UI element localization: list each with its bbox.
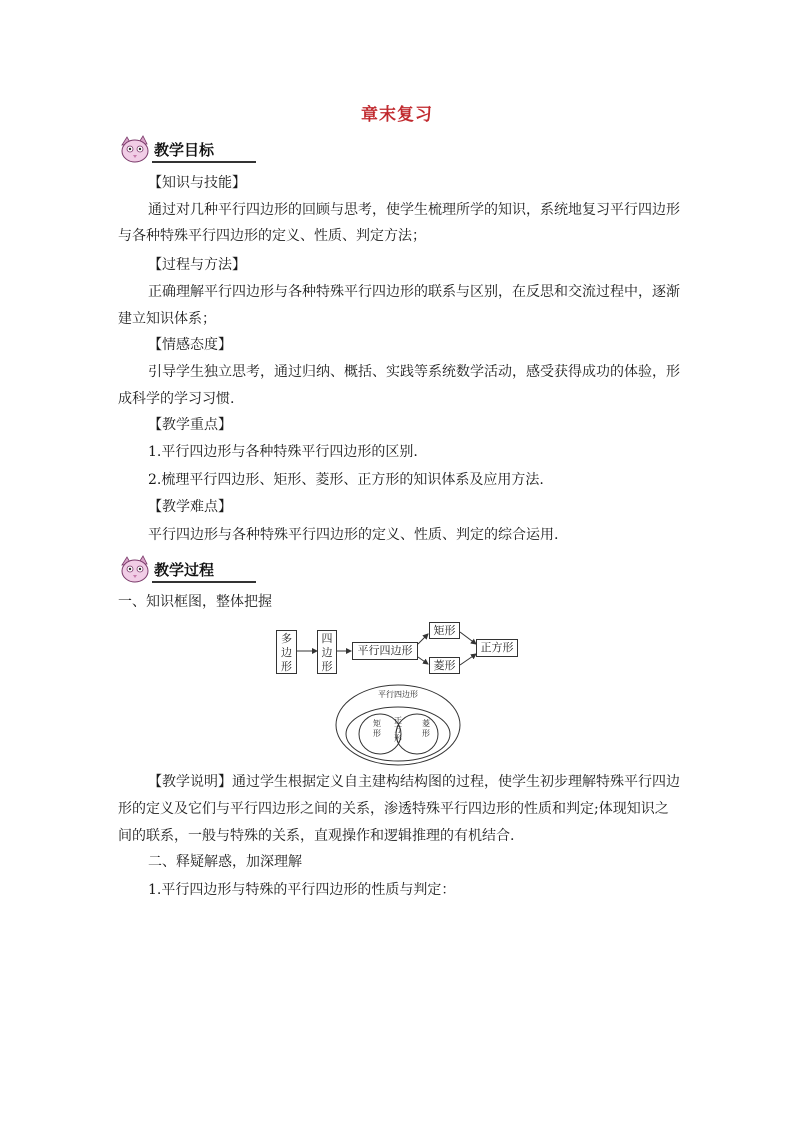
- banner-label: 教学目标: [154, 141, 215, 159]
- venn-char: 形: [373, 729, 381, 738]
- node-rhombus: 菱形: [429, 657, 460, 674]
- node-rectangle: 矩形: [429, 622, 460, 639]
- node-char: 多: [281, 632, 292, 645]
- venn-label-rectangle: [370, 719, 384, 739]
- paragraph-line: 【教学说明】通过学生根据定义自主建构结构图的过程，使学生初步理解特殊平行四边: [148, 774, 680, 790]
- banner-label: 教学过程: [154, 561, 215, 579]
- paragraph-line: 建立知识体系；: [118, 311, 216, 327]
- venn-char: 矩: [373, 719, 381, 728]
- venn-label-square: [391, 716, 405, 743]
- node-parallelogram: 平行四边形: [352, 642, 418, 660]
- paragraph-line: 引导学生独立思考，通过归纳、概括、实践等系统数学活动，感受获得成功的体验，形: [148, 364, 680, 380]
- venn-char: 方: [394, 725, 402, 734]
- paragraph-line: 通过对几种平行四边形的回顾与思考，使学生梳理所学的知识，系统地复习平行四边形: [148, 202, 680, 218]
- heading-method: 【过程与方法】: [148, 257, 246, 273]
- list-item: 2.梳理平行四边形、矩形、菱形、正方形的知识体系及应用方法.: [148, 472, 544, 488]
- list-item: 1.平行四边形与特殊的平行四边形的性质与判定：: [148, 882, 456, 898]
- arrow-para-rect: [418, 634, 428, 644]
- arrow-rhombus-square: [460, 654, 476, 665]
- node-char: 边: [281, 646, 292, 659]
- heading-emotion: 【情感态度】: [148, 337, 232, 353]
- node-char: 形: [321, 660, 333, 673]
- heading-knowledge: 【知识与技能】: [148, 175, 246, 191]
- node-square: 正方形: [476, 639, 518, 657]
- arrow-para-rhombus: [418, 657, 428, 664]
- venn-char: 正: [394, 716, 402, 725]
- venn-char: 菱: [422, 719, 430, 728]
- venn-label-parallelogram: 平行四边形: [378, 690, 418, 699]
- paragraph-line: 成科学的学习习惯.: [118, 391, 235, 407]
- section-heading-2: 二、释疑解惑，加深理解: [148, 854, 302, 870]
- paragraph-line: 间的联系，一般与特殊的关系，直观操作和逻辑推理的有机结合.: [118, 828, 515, 844]
- node-quadrilateral: [317, 630, 337, 674]
- venn-label-rhombus: [419, 719, 433, 739]
- paragraph-line: 与各种特殊平行四边形的定义、性质、判定方法；: [118, 228, 426, 244]
- venn-char: 形: [422, 729, 430, 738]
- node-char: 边: [321, 646, 333, 659]
- heading-key-points: 【教学重点】: [148, 417, 232, 433]
- paragraph-line: 正确理解平行四边形与各种特殊平行四边形的联系与区别，在反思和交流过程中，逐渐: [148, 284, 680, 300]
- node-polygon: [276, 630, 297, 674]
- page-title: 章末复习: [361, 105, 433, 125]
- section-heading-1: 一、知识框图，整体把握: [118, 594, 272, 610]
- venn-char: 形: [394, 734, 402, 743]
- node-char: 形: [281, 660, 292, 673]
- paragraph-line: 形的定义及它们与平行四边形之间的关系，渗透特殊平行四边形的性质和判定;体现知识之: [118, 801, 669, 817]
- arrow-rect-square: [460, 632, 476, 644]
- node-char: 四: [321, 632, 333, 645]
- list-item: 1.平行四边形与各种特殊平行四边形的区别.: [148, 444, 418, 460]
- heading-difficult-points: 【教学难点】: [148, 499, 232, 515]
- paragraph-line: 平行四边形与各种特殊平行四边形的定义、性质、判定的综合运用.: [148, 527, 559, 543]
